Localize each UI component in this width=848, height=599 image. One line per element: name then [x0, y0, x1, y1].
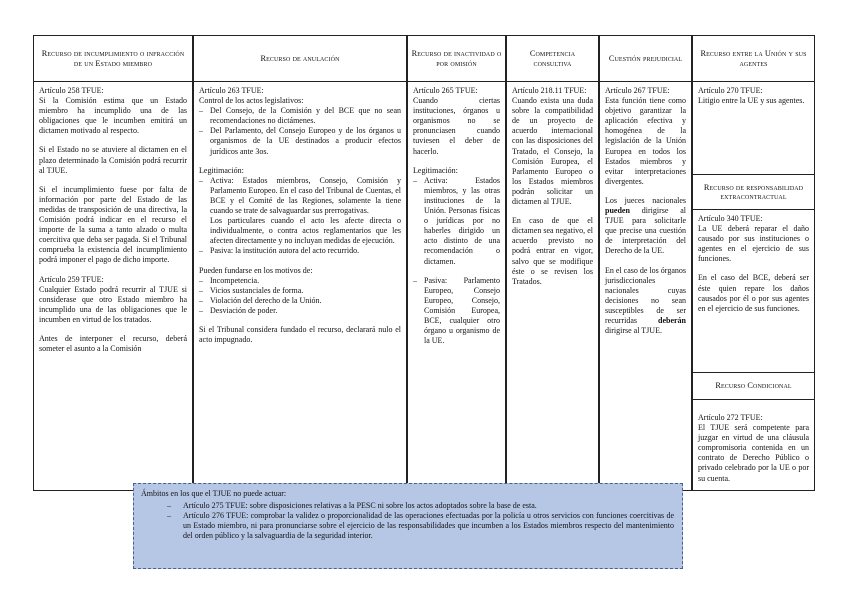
- paragraph: Los jueces nacionales pueden dirigirse al TJUE para solicitarle que precise una cuestión de interpretación del Derecho de la UE.: [605, 195, 686, 256]
- paragraph: Cuando exista una duda sobre la compatibilidad de un proyecto de acuerdo internacional con las disposiciones del Tratado, el Consejo, la Comisión Europea, el Parlamento Europeo o los Estados miembros podrán solicitar un dictamen al TJUE.: [512, 96, 593, 207]
- paragraph: Litigio entre la UE y sus agentes.: [698, 96, 805, 106]
- list: [199, 276, 401, 316]
- column-body: [34, 82, 192, 354]
- section-title: Recurso Condicional: [693, 372, 814, 400]
- paragraph: Cualquier Estado podrá recurrir al TJUE si considerase que otro Estado miembro ha incumplido una de las obligaciones que le incumben en virtud de los tratados.: [39, 284, 187, 324]
- list-item: – Desviación de poder.: [199, 306, 401, 316]
- paragraph: Si el incumplimiento fuese por falta de información por parte del Estado de las medidas de transposición de una directiva, la Comisión podrá indicar en el recurso el importe de la suma a tanto alzado o multa coercitiva que deba ser pagada. Si el Tribunal comprueba la existencia del incumplimiento podrá imponer el pago de dicho importe.: [39, 184, 187, 265]
- list-item: – Pasiva: la institución autora del acto recurrido.: [199, 246, 401, 256]
- paragraph: En caso de que el dictamen sea negativo, el acuerdo previsto no podrá entrar en vigor, salvo que se modifique éste o se revisen los Tratados.: [512, 216, 593, 286]
- paragraph: Si el Tribunal considera fundado el recurso, declarará nulo el acto impugnado.: [199, 324, 401, 345]
- paragraph: La UE deberá reparar el daño causado por sus instituciones o agentes en el ejercicio de sus funciones.: [698, 224, 809, 264]
- column-body: [194, 82, 406, 345]
- list-item: – Del Consejo, de la Comisión y del BCE que no sean recomendaciones no dictámenes.: [199, 106, 401, 126]
- list-item: – Pasiva: Parlamento Europeo, Consejo Europeo, Consejo, Comisión Europea, BCE, cualquier otro órgano u organismo de la UE.: [413, 276, 500, 347]
- column-title: Competencia consultiva: [507, 36, 598, 82]
- column-body: [507, 82, 598, 287]
- paragraph: Cuando ciertas instituciones, órganos u organismos no se pronunciasen cuando tuviesen el deber de hacerlo.: [413, 96, 500, 156]
- list: [199, 106, 401, 156]
- column-inactividad: [407, 35, 506, 491]
- list: [199, 176, 401, 257]
- column-body: [600, 82, 691, 336]
- column-title: Recurso entre la Unión y sus agentes: [693, 36, 814, 82]
- paragraph: Si el Estado no se atuviere al dictamen en el plazo determinado la Comisión podrá recurrir al TJUE.: [39, 145, 187, 175]
- paragraph: El TJUE será competente para juzgar en virtud de una cláusula compromisoria contenida en un contrato de Derecho Público o privado celebrado por la UE o por su cuenta.: [698, 423, 809, 483]
- paragraph: Pueden fundarse en los motivos de:: [199, 265, 313, 275]
- paragraph: Control de los actos legislativos:: [199, 96, 304, 106]
- list-item: – Activa: Estados miembros, Consejo, Comisión y Parlamento Europeo. En el caso del Tribunal de Cuentas, el BCE y el Comité de las Regiones, solamente la tiene cuando se trate de salvaguardar sus prerrogativas. Los particulares cuando el acto les afecte directa o individualmente, o contra actos reglamentarios que les afecten directamente y no incluyan medidas de ejecución.: [199, 176, 401, 247]
- article-heading: Artículo 265 TFUE:: [413, 86, 478, 95]
- column-anulacion: [193, 35, 407, 491]
- article-heading: Artículo 272 TFUE:: [698, 413, 763, 422]
- section-body: [693, 210, 814, 372]
- list-item: – Del Parlamento, del Consejo Europeo y de los órganos u organismos de la UE destinados a producir efectos jurídicos ante 3os.: [199, 126, 401, 156]
- article-heading: Artículo 258 TFUE:: [39, 86, 104, 95]
- paragraph: En el caso del BCE, deberá ser éste quien repare los daños causados por él o por sus agentes en el ejercicio de sus funciones.: [698, 273, 809, 313]
- column-title: Recurso de inactividad o por omisión: [408, 36, 505, 82]
- section-body: [693, 82, 814, 174]
- list-item: – Violación del derecho de la Unión.: [199, 296, 401, 306]
- legitimacion-label: Legitimación:: [413, 165, 458, 175]
- section-title: Recurso de responsabilidad extracontractual: [693, 174, 814, 210]
- column-title: Recurso de anulación: [194, 36, 406, 82]
- column-consultiva: [506, 35, 599, 491]
- list-item: – Incompetencia.: [199, 276, 401, 286]
- ambitos-list: [141, 501, 674, 541]
- list-item: – Artículo 276 TFUE: comprobar la validez o proporcionalidad de las operaciones efectuadas por la policía u otros servicios con funciones coercitivas de un Estado miembro, ni para pronunciarse sobre el ejercicio de las responsabilidades que incumben a los Estados miembros respecto del mantenimiento del orden público y la salvaguardia de la seguridad interior.: [141, 511, 674, 541]
- list: [413, 176, 500, 347]
- ambitos-title: Ámbitos en los que el TJUE no puede actuar:: [141, 489, 287, 498]
- paragraph: Antes de interponer el recurso, deberá someter el asunto a la Comisión: [39, 333, 187, 354]
- article-heading: Artículo 263 TFUE:: [199, 86, 264, 95]
- column-title: Recurso de incumplimiento o infracción de un Estado miembro: [34, 36, 192, 82]
- column-incumplimiento: [33, 35, 193, 491]
- column-title: Cuestión prejudicial: [600, 36, 691, 82]
- list-item: – Activa: Estados miembros, y las otras instituciones de la Unión. Personas físicas o jurídicas por no haberles dirigido un acto distinto de una recomendación o dictamen.: [413, 176, 500, 267]
- article-heading: Artículo 340 TFUE:: [698, 214, 763, 223]
- list-item: – Vicios sustanciales de forma.: [199, 286, 401, 296]
- legitimacion-label: Legitimación:: [199, 165, 244, 175]
- section-body: [693, 400, 814, 484]
- paragraph: En el caso de los órganos jurisdiccionales nacionales cuyas decisiones no sean susceptibles de ser recurridas deberán dirigirse al TJUE.: [605, 265, 686, 336]
- column-right: [692, 35, 815, 491]
- column-prejudicial: [599, 35, 692, 491]
- column-body: [408, 82, 505, 346]
- article-heading: Artículo 270 TFUE:: [698, 86, 763, 95]
- article-heading: Artículo 267 TFUE:: [605, 86, 670, 95]
- ambitos-box: [133, 483, 683, 569]
- paragraph: Si la Comisión estima que un Estado miembro ha incumplido una de las obligaciones que le incumben emitirá un dictamen motivado al respecto.: [39, 96, 187, 136]
- paragraph: Esta función tiene como objetivo garantizar la aplicación efectiva y homogénea de la legislación de la Unión Europea en todos los Estados miembros y evitar interpretaciones divergentes.: [605, 96, 686, 186]
- list-item: – Artículo 275 TFUE: sobre disposiciones relativas a la PESC ni sobre los actos adoptados sobre la base de esta.: [141, 501, 674, 511]
- article-heading: Artículo 218.11 TFUE:: [512, 86, 587, 95]
- article-heading: Artículo 259 TFUE:: [39, 274, 104, 284]
